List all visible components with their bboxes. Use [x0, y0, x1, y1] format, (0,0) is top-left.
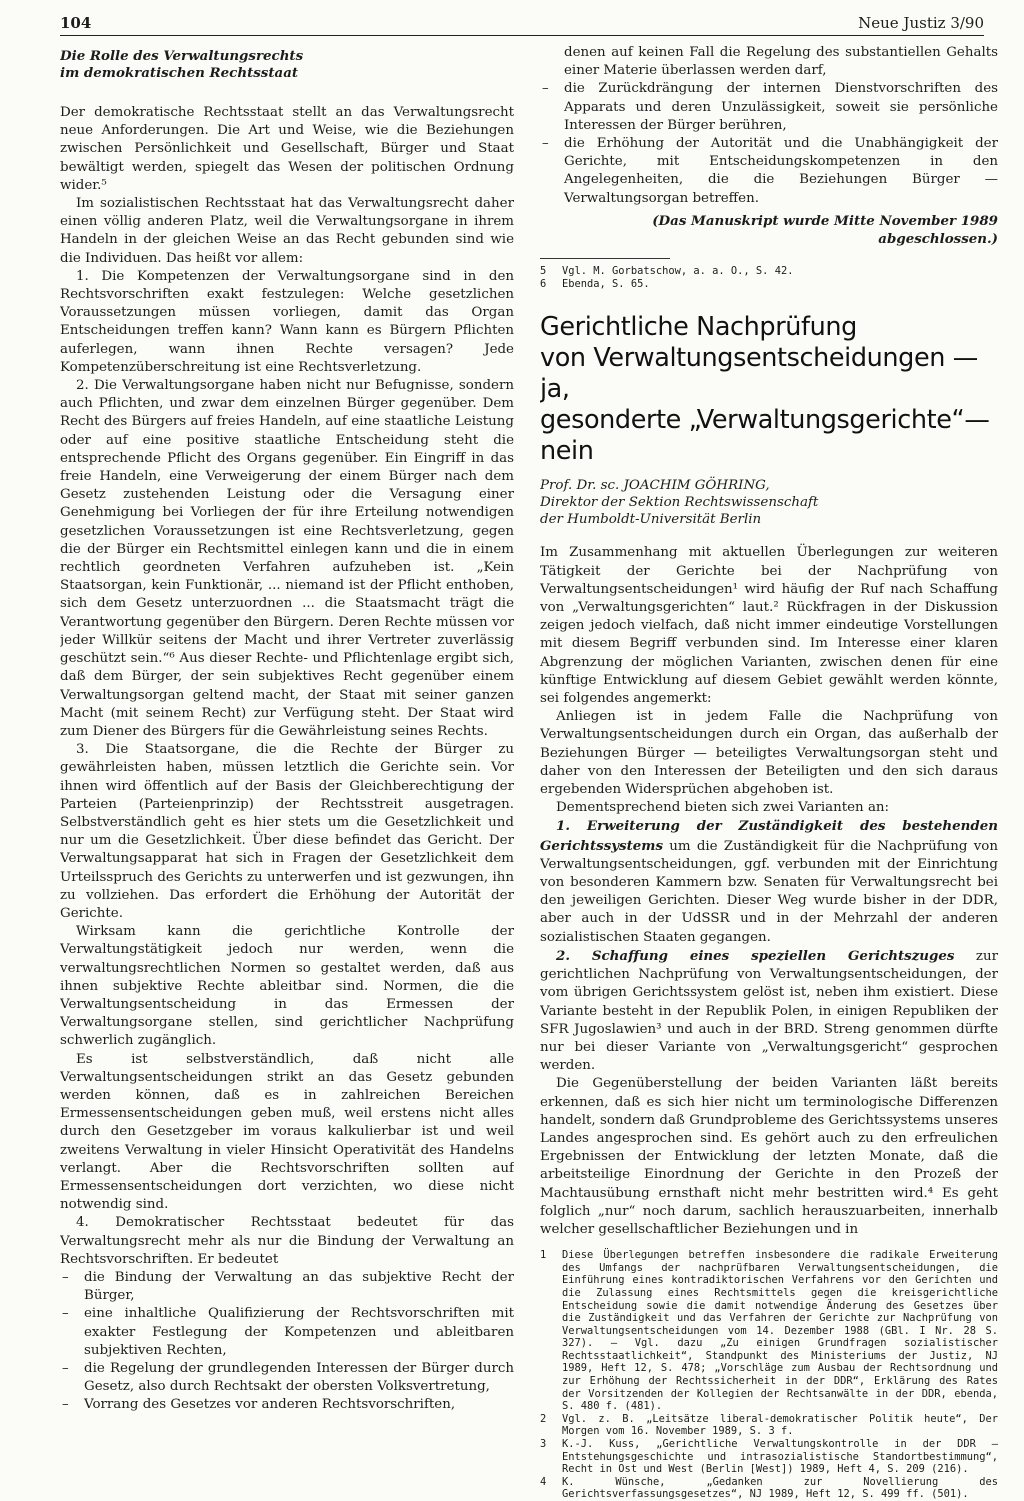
list-item: – die Erhöhung der Autorität und die Unabhängigkeit der Gerichte, mit Entscheidungskompetenzen in den Angelegenheiten, die die Beziehungen Bürger — Verwaltungsorgan betreffen. — [540, 135, 998, 208]
page-number: 104 — [60, 14, 92, 32]
footnote: 3 K.-J. Kuss, „Gerichtliche Verwaltungskontrolle in der DDR — Entstehungsgeschichte und intrasozialistische Standortbestimmung“, Recht in Ost und West (Berlin [West]) 1989, Heft 4, S. 209 (216). — [540, 1438, 998, 1476]
paragraph: Wirksam kann die gerichtliche Kontrolle der Verwaltungstätigkeit jedoch nur werden, wenn die verwaltungsrechtlichen Normen so gestaltet werden, daß aus ihnen subjektive Rechte ableitbar sind. Normen, die die Verwaltungsentscheidung in das Ermessen der Verwaltungsorgane stellen, sind gerichtlicher Nachprüfung schwerlich zugänglich. — [60, 924, 514, 1049]
footnote: 4 K. Wünsche, „Gedanken zur Novellierung des Gerichtsverfassungsgesetzes“, NJ 1989, Heft 12, S. 499 ff. (501). — [540, 1475, 998, 1501]
variant-heading: 2. Schaffung eines speziellen Gerichtszuges — [556, 947, 955, 964]
variant-heading: 1. Erweiterung der Zuständigkeit des bestehenden Gerichtssystems — [540, 818, 998, 854]
footnote-divider — [540, 258, 670, 259]
section-title: Die Rolle des Verwaltungsrechts im demokratischen Rechtsstaat — [60, 48, 304, 81]
author-byline: Prof. Dr. sc. JOACHIM GÖHRING, Direktor der Sektion Rechtswissenschaft der Humboldt-Universität Berlin — [540, 478, 819, 528]
paragraph: Im sozialistischen Rechtsstaat hat das Verwaltungsrecht daher einen völlig anderen Platz, weil die Verwaltungsorgane in ihrem Handeln in der gleichen Weise an das Recht gebunden sind wie die Individuen. Das heißt vor allem: — [60, 196, 514, 266]
paragraph: 2. Die Verwaltungsorgane haben nicht nur Befugnisse, sondern auch Pflichten, und zwar dem einzelnen Bürger gegenüber. Dem Recht des Bürgers auf freies Handeln, auf eine staatliche Leistung oder auf eine positive staatliche Entscheidung steht die entsprechende Pflicht des Organs gegenüber. Ein Eingriff in das freie Handeln, eine Verweigerung der einem Bürger nach dem Gesetz zustehenden Leistung oder die Versagung einer Genehmigung bei Vorliegen der für ihre Erteilung notwendigen gesetzlichen Voraussetzungen ist eine Rechtsverletzung, gegen die der Bürger ein Rechtsmittel einlegen kann und die in einem rechtlich geordneten Verfahren aufzuheben ist. „Kein Staatsorgan, kein Funktionär, ... niemand ist der Pflicht enthoben, sich dem Gesetz unterzuordnen ... die Staatsmacht trägt die Verantwortung gegenüber den Bürgern. Deren Rechte müssen vor jeder Willkür seitens der Macht und ihrer Vertreter zuverlässig geschützt sein.“⁶ Aus dieser Rechte- und Pflichtenlage ergibt sich, daß dem Bürger, der sein subjektives Recht gegenüber einem Verwaltungsorgan geltend macht, der Staat mit seiner ganzen Macht (mit seinem Recht) zur Verfügung steht. Der Staat wird zum Diener des Bürgers für die Gewährleistung seines Rechts. — [60, 378, 514, 739]
list-item: – die Regelung der grundlegenden Interessen der Bürger durch Gesetz, also durch Rechtsakt der obersten Volksvertretung, — [60, 1360, 514, 1396]
footnote: 1 Diese Überlegungen betreffen insbesondere die radikale Erweiterung des Umfangs der nachprüfbaren Verwaltungsentscheidungen, die Einführung eines kontradiktorischen Verfahrens vor den Gerichten und die Zulassung eines Rechtsmittels gegen die kreisgerichtliche Entscheidung sowie die damit notwendige Änderung des Gesetzes über die Zuständigkeit und das Verfahren der Gerichte zur Nachprüfung von Verwaltungsentscheidungen vom 14. Dezember 1988 (GBl. I Nr. 28 S. 327). — Vgl. dazu „Zu einigen Grundfragen sozialistischer Rechtsstaatlichkeit“, Standpunkt des Ministeriums der Justiz, NJ 1989, Heft 12, S. 478; „Vorschläge zum Ausbau der Rechtsordnung und zur Erhöhung der Rechtssicherheit in der DDR“, Erklärung des Rates der Vorsitzenden der Kollegien der Rechtsanwälte in der DDR, ebenda, S. 480 f. (481). — [540, 1249, 998, 1413]
paragraph: Der demokratische Rechtsstaat stellt an das Verwaltungsrecht neue Anforderungen. Die Art und Weise, wie die Beziehungen zwischen Persönlichkeit und Gesellschaft, Bürger und Staat bewältigt werden, spiegelt das Wesen der politischen Ordnung wider.⁵ — [60, 105, 514, 193]
footnote: 2 Vgl. z. B. „Leitsätze liberal-demokratischer Politik heute“, Der Morgen vom 16. November 1989, S. 3 f. — [540, 1412, 998, 1438]
manuscript-note: (Das Manuskript wurde Mitte November 1989 abgeschlossen.) — [652, 212, 998, 248]
list-item: – Vorrang des Gesetzes vor anderen Rechtsvorschriften, — [60, 1396, 514, 1414]
footnotes — [540, 1249, 998, 1501]
footnote: 5 Vgl. M. Gorbatschow, a. a. O., S. 42. — [540, 265, 794, 278]
paragraph: Die Gegenüberstellung der beiden Varianten läßt bereits erkennen, daß es sich hier nicht um terminologische Differenzen handelt, sondern daß Grundprobleme des Gerichtssystems unseres Landes angesprochen sind. Es gehört auch zu den erfreulichen Ergebnissen der Entwicklung der letzten Monate, daß die arbeitsteilige Einordnung der Gerichte in den Prozeß der Machtausübung ernsthaft nicht mehr bestritten wird.⁴ Es geht folglich „nur“ noch darum, sachlich herauszuarbeiten, innerhalb welcher gesellschaftlicher Beziehungen und in — [540, 1076, 998, 1237]
footnote: 6 Ebenda, S. 65. — [540, 277, 650, 290]
requirements-list — [60, 1269, 514, 1415]
running-header — [60, 8, 984, 36]
list-continuation: denen auf keinen Fall die Regelung des substantiellen Gehalts einer Materie überlassen werden darf, — [564, 45, 998, 79]
requirements-list-continued — [540, 80, 998, 207]
header-rule — [60, 35, 984, 36]
paragraph: 2. Schaffung eines speziellen Gerichtszuges zur gerichtlichen Nachprüfung von Verwaltungsentscheidungen, der vom übrigen Gerichtssystem gelöst ist, neben ihm existiert. Diese Variante besteht in der Republik Polen, in einigen Republiken der SFR Jugoslawien³ und auch in der BRD. Streng genommen dürfte nur bei dieser Variante von „Verwaltungsgericht“ gesprochen werden. — [540, 947, 998, 1074]
list-item: – eine inhaltliche Qualifizierung der Rechtsvorschriften mit exakter Festlegung der Kompetenzen und ableitbaren subjektiven Rechten, — [60, 1305, 514, 1360]
paragraph: Im Zusammenhang mit aktuellen Überlegungen zur weiteren Tätigkeit der Gerichte bei der Nachprüfung von Verwaltungsentscheidungen¹ wird häufig der Ruf nach Schaffung von „Verwaltungsgerichten“ laut.² Rückfragen in der Diskussion zeigen jedoch vielfach, daß nicht immer eindeutige Vorstellungen mit diesem Begriff verbunden sind. Im Interesse einer klaren Abgrenzung der möglichen Varianten, zwischen denen für eine künftige Entwicklung auf diesem Gebiet gewählt werden könnte, sei folgendes angemerkt: — [540, 545, 998, 707]
paragraph: Es ist selbstverständlich, daß nicht alle Verwaltungsentscheidungen strikt an das Gesetz gebunden werden können, daß es in zahlreichen Bereichen Ermessensentscheidungen geben muß, weil erstens nicht alles durch den Gesetzgeber im voraus kalkulierbar ist und weil zweitens Verwaltung in vieler Hinsicht Operativität des Handelns verlangt. Aber die Rechtsvorschriften sollten auf Ermessensentscheidungen dort verzichten, wo diese nicht notwendig sind. — [60, 1051, 514, 1213]
paragraph: Dementsprechend bieten sich zwei Varianten an: — [556, 800, 890, 816]
article-title: Gerichtliche Nachprüfung von Verwaltungsentscheidungen — ja, gesonderte „Verwaltungsgerichte“—nein — [540, 312, 990, 467]
paragraph: 1. Die Kompetenzen der Verwaltungsorgane sind in den Rechtsvorschriften exakt festzulegen: Welche gesetzlichen Voraussetzungen müssen vorliegen, damit das Organ Entscheidungen treffen kann? Wann kann es Bürgern Pflichten auferlegen, wann ihnen Rechte versagen? Jede Kompetenzüberschreitung ist eine Rechtsverletzung. — [60, 268, 514, 375]
journal-issue: Neue Justiz 3/90 — [858, 14, 984, 32]
left-column — [60, 44, 514, 1415]
paragraph: 4. Demokratischer Rechtsstaat bedeutet für das Verwaltungsrecht mehr als nur die Bindung der Verwaltung an Rechtsvorschriften. Er bedeutet — [60, 1215, 514, 1267]
list-item: – die Bindung der Verwaltung an das subjektive Recht der Bürger, — [60, 1269, 514, 1305]
paragraph: 3. Die Staatsorgane, die die Rechte der Bürger zu gewährleisten haben, müssen letztlich die Gerichte sein. Vor ihnen wird öffentlich auf der Basis der Gleichberechtigung der Parteien (Parteienprinzip) der Rechtsstreit ausgetragen. Selbstverständlich geht es hier stets um die Gesetzlichkeit und nur um die Gesetzlichkeit. Über diese befindet das Gericht. Der Verwaltungsapparat hat sich in Fragen der Gesetzlichkeit dem Urteilsspruch des Gerichts zu unterwerfen und ist gezwungen, ihn zu vollziehen. Das erfordert die Erhöhung der Autorität der Gerichte. — [60, 742, 514, 921]
paragraph: 1. Erweiterung der Zuständigkeit des bestehenden Gerichtssystems um die Zuständigkeit für die Nachprüfung von Verwaltungsentscheidungen, ggf. verbunden mit der Einrichtung von besonderen Kammern bzw. Senaten für Verwaltungsrecht bei den jeweiligen Gerichten. Dieser Weg wurde bisher in der DDR, aber auch in der UdSSR und in der Mehrzahl der anderen sozialistischen Staaten gegangen. — [540, 818, 998, 945]
right-column — [540, 44, 998, 1501]
paragraph: Anliegen ist in jedem Falle die Nachprüfung von Verwaltungsentscheidungen durch ein Organ, das außerhalb der Beziehungen Bürger — beteiligtes Verwaltungsorgan steht und daher von den Interessen der Beteiligten und den sich daraus ergebenden Widersprüchen abgehoben ist. — [540, 709, 998, 798]
list-item: – die Zurückdrängung der internen Dienstvorschriften des Apparats und deren Unzulässigkeit, soweit sie persönliche Interessen der Bürger berühren, — [540, 80, 998, 135]
